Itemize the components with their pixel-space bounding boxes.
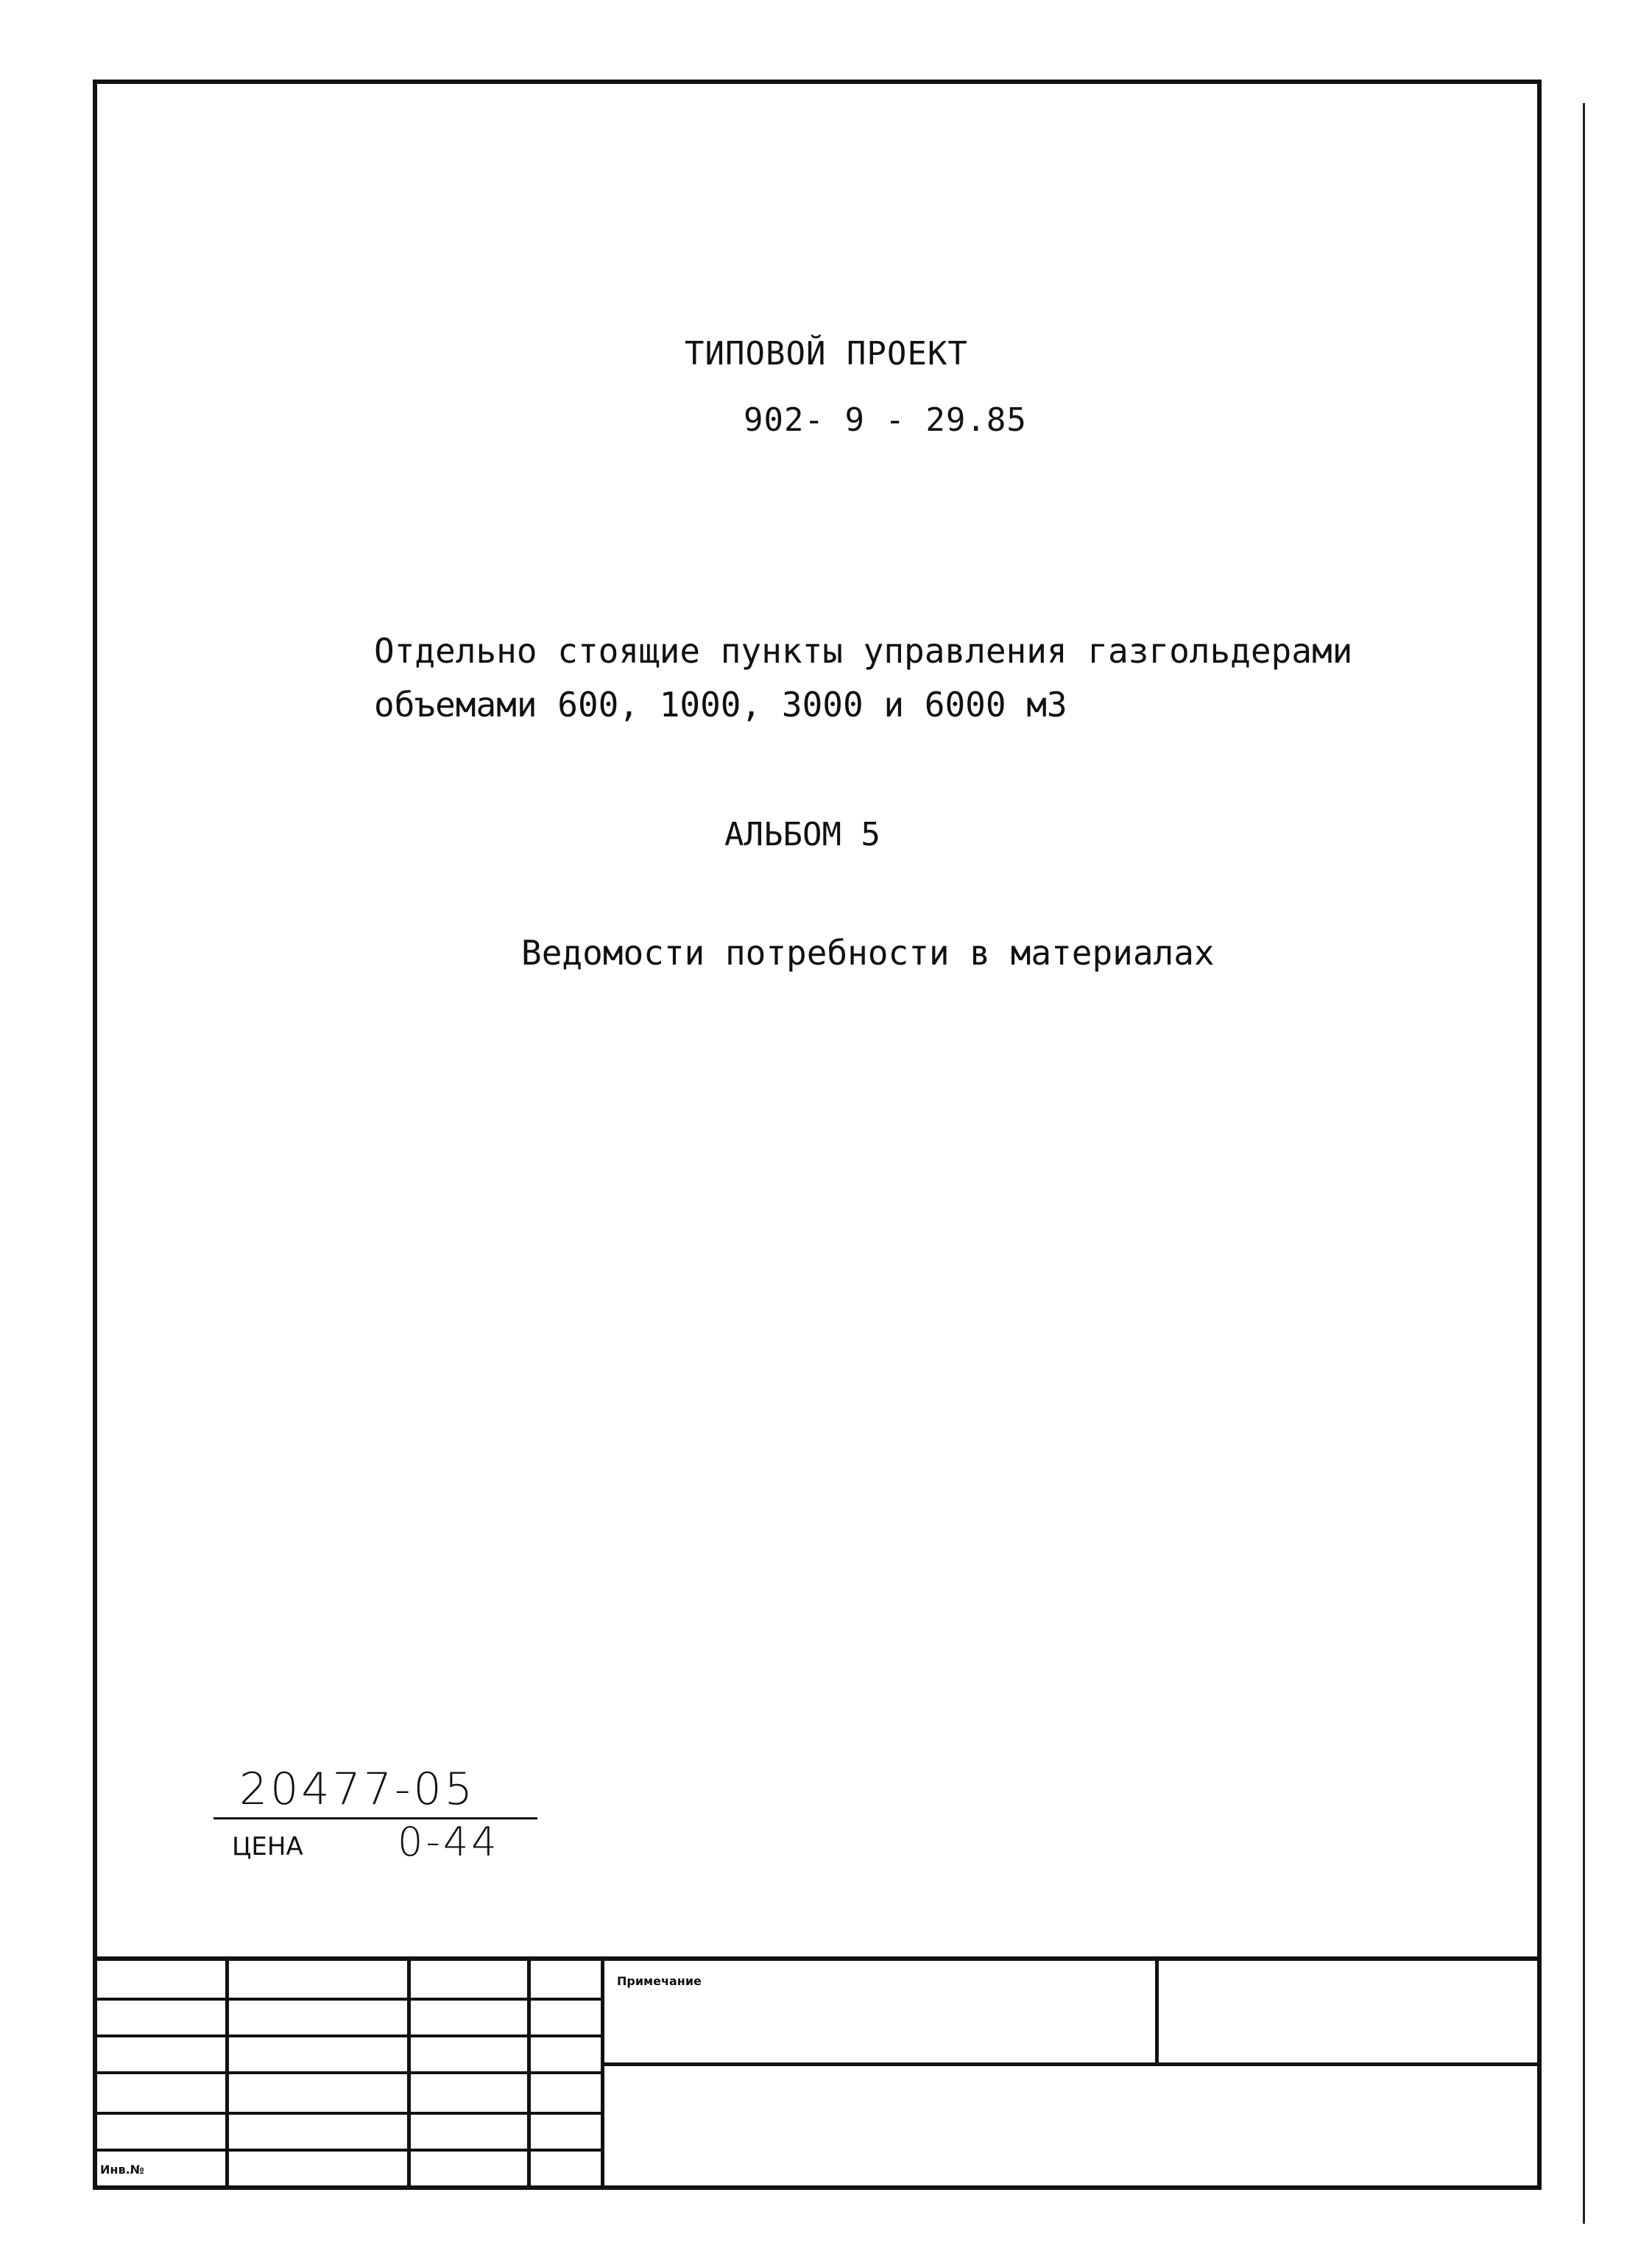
- album-label: АЛЬБОМ 5: [724, 816, 880, 853]
- document-number: 902- 9 - 29.85: [744, 401, 1027, 439]
- drawing-frame: [93, 80, 1542, 2190]
- inventory-label: Инв.№: [100, 2163, 144, 2177]
- title-block-divider: [601, 1961, 604, 2190]
- inventory-number: 20477-05: [239, 1764, 476, 1815]
- price-label: ЦЕНА: [232, 1832, 303, 1861]
- price-value: 0-44: [398, 1819, 500, 1865]
- title-block-section-line: [601, 2062, 1537, 2066]
- title-block-divider: [1155, 1961, 1159, 2062]
- title-block: [93, 1956, 1542, 2190]
- title-block-row-line: [93, 2034, 601, 2037]
- binding-edge-line: [1583, 103, 1585, 2224]
- note-label: Примечание: [617, 1974, 702, 1988]
- title-line-2: объемами 600, 1000, 3000 и 6000 м3: [374, 685, 1067, 725]
- title-block-row-line: [93, 1998, 601, 2001]
- title-block-divider: [225, 1961, 229, 2190]
- title-block-row-line: [93, 2149, 601, 2152]
- title-line-1: Отдельно стоящие пункты управления газгольдерами: [374, 631, 1353, 671]
- title-block-divider: [407, 1961, 411, 2190]
- album-subject: Ведомости потребности в материалах: [521, 933, 1215, 973]
- title-block-row-line: [93, 2071, 601, 2074]
- document-type: ТИПОВОЙ ПРОЕКТ: [685, 335, 968, 373]
- title-block-divider: [527, 1961, 531, 2190]
- title-block-row-line: [93, 2112, 601, 2115]
